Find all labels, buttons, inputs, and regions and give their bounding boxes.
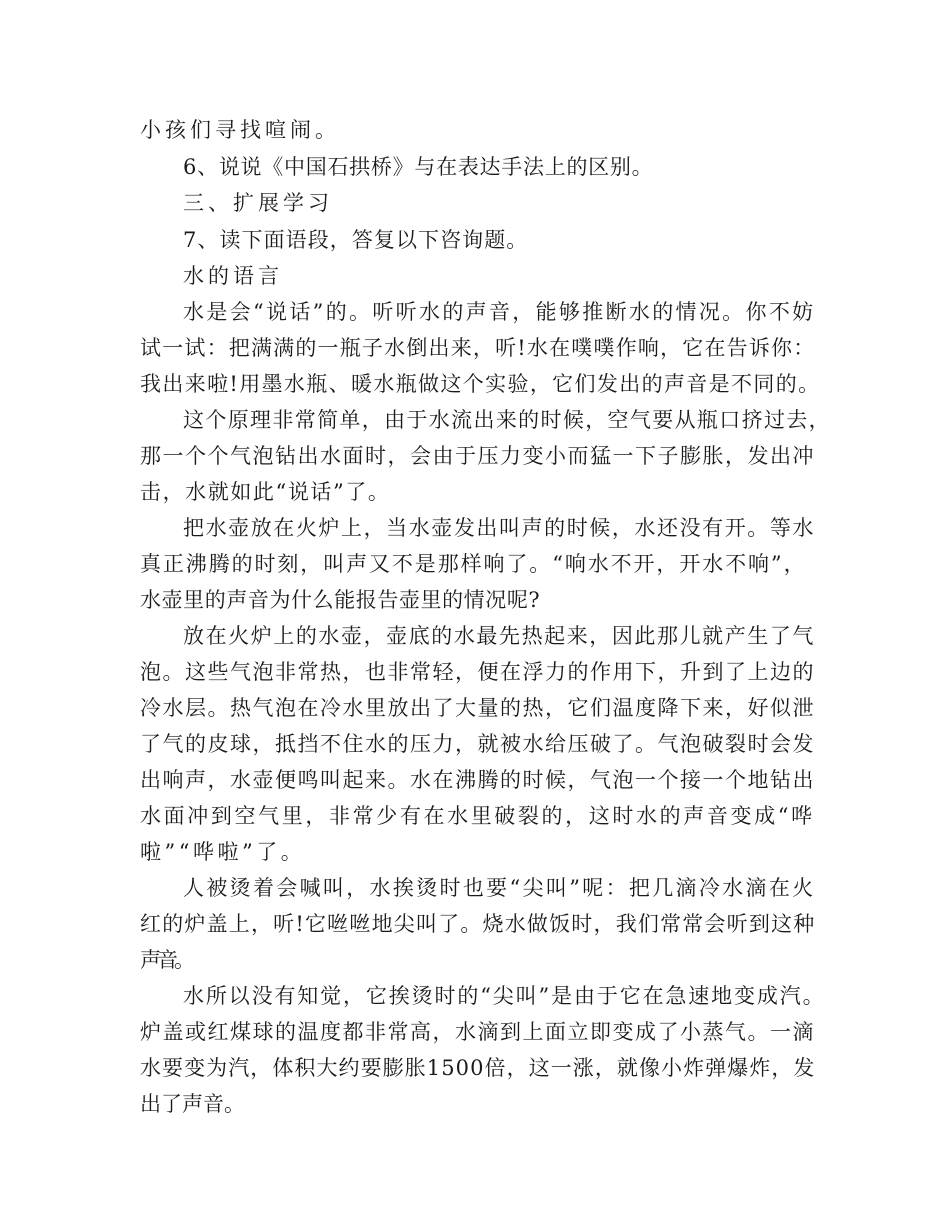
paragraph-line: 水所以没有知觉，它挨烫时的“尖叫”是由于它在急速地变成汽。 [183, 984, 826, 1008]
paragraph-line: 我出来啦!用墨水瓶、暖水瓶做这个实验，它们发出的声音是不同的。 [140, 372, 821, 396]
passage-title: 水的语言 [183, 264, 283, 288]
question-7: 7、读下面语段，答复以下咨询题。 [183, 228, 529, 252]
paragraph-line: 真正沸腾的时刻，叫声又不是那样响了。“响水不开，开水不响”， [140, 552, 807, 576]
paragraph-line: 啦”“哗啦”了。 [140, 840, 306, 864]
paragraph-line: 那一个个气泡钻出水面时，会由于压力变小而猛一下子膨胀，发出冲 [140, 444, 815, 468]
paragraph-line: 了气的皮球，抵挡不住水的压力，就被水给压破了。气泡破裂时会发 [140, 732, 815, 756]
section-heading: 三、扩展学习 [183, 191, 333, 215]
paragraph-line: 这个原理非常简单，由于水流出来的时候，空气要从瓶口挤过去， [183, 408, 831, 432]
paragraph-line: 冷水层。热气泡在冷水里放出了大量的热，它们温度降下来，好似泄 [140, 696, 815, 720]
paragraph-line: 把水壶放在火炉上，当水壶发出叫声的时候，水还没有开。等水 [183, 516, 815, 540]
paragraph-line: 红的炉盖上，听!它咝咝地尖叫了。烧水做饭时，我们常常会听到这种 [140, 912, 816, 936]
question-6: 6、说说《中国石拱桥》与在表达手法上的区别。 [183, 155, 654, 179]
paragraph-line: 试一试：把满满的一瓶子水倒出来，听!水在噗噗作响，它在告诉你： [140, 336, 816, 360]
paragraph-line: 击，水就如此“说话”了。 [140, 480, 391, 504]
paragraph-line: 水是会“说话”的。听听水的声音，能够推断水的情况。你不妨 [183, 300, 816, 324]
paragraph-line: 水面冲到空气里，非常少有在水里破裂的，这时水的声音变成“哗 [140, 804, 815, 828]
paragraph-line: 人被烫着会喊叫，水挨烫时也要“尖叫”呢：把几滴冷水滴在火 [183, 876, 816, 900]
paragraph-line: 放在火炉上的水壶，壶底的水最先热起来，因此那儿就产生了气 [183, 624, 815, 648]
paragraph-line: 出了声音。 [140, 1092, 245, 1116]
paragraph-line: 出响声，水壶便鸣叫起来。水在沸腾的时候，气泡一个接一个地钻出 [140, 768, 815, 792]
paragraph-line: 水壶里的声音为什么能报告壶里的情况呢? [140, 588, 541, 612]
paragraph-line: 声音。 [140, 948, 191, 972]
paragraph-line: 泡。这些气泡非常热，也非常轻，便在浮力的作用下，升到了上边的 [140, 660, 815, 684]
paragraph-line: 水要变为汽，体积大约要膨胀1500倍，这一涨，就像小炸弹爆炸，发 [140, 1056, 816, 1080]
paragraph-line: 炉盖或红煤球的温度都非常高，水滴到上面立即变成了小蒸气。一滴 [140, 1020, 815, 1044]
text-line: 小孩们寻找喧闹。 [140, 118, 340, 142]
